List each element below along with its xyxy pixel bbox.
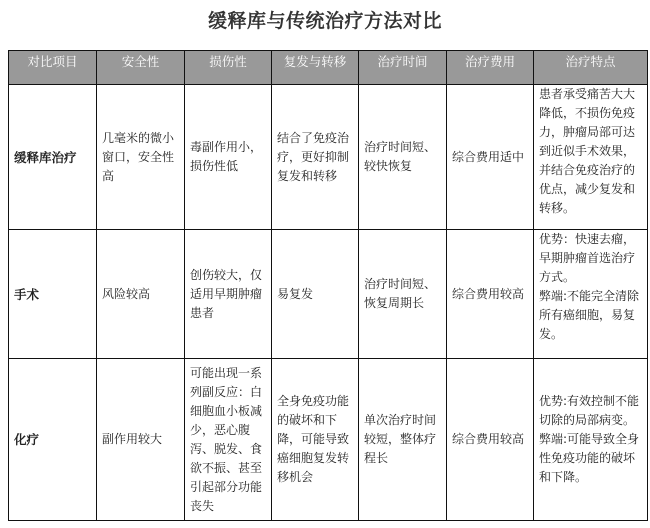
cost-cell: 综合费用较高 bbox=[447, 359, 534, 521]
cost-cell: 综合费用较高 bbox=[447, 230, 534, 359]
row-item-cell: 手术 bbox=[9, 230, 97, 359]
table-row bbox=[9, 85, 648, 230]
row-item-cell: 缓释库治疗 bbox=[9, 85, 97, 230]
features-drawback: 弊端:可能导致全身性免疫功能的破坏和下降。 bbox=[539, 432, 640, 484]
damage-cell: 创伤较大，仅适用早期肿瘤患者 bbox=[185, 230, 272, 359]
page-title: 缓释库与传统治疗方法对比 bbox=[207, 10, 442, 32]
damage-cell: 可能出现一系列副反应：白细胞血小板减少，恶心腹泻、脱发、食欲不振、甚至引起部分功能丧失 bbox=[185, 359, 272, 521]
damage-cell: 毒副作用小，损伤性低 bbox=[185, 85, 272, 230]
comparison-table bbox=[8, 50, 648, 521]
table-row bbox=[9, 230, 648, 359]
safety-cell: 几毫米的微小窗口，安全性高 bbox=[97, 85, 185, 230]
recurrence-cell: 全身免疫功能的破坏和下降，可能导致癌细胞复发转移机会 bbox=[272, 359, 359, 521]
safety-cell: 风险较高 bbox=[97, 230, 185, 359]
time-cell: 治疗时间短、较快恢复 bbox=[359, 85, 447, 230]
header-time: 治疗时间 bbox=[359, 51, 447, 85]
time-cell: 治疗时间短、恢复周期长 bbox=[359, 230, 447, 359]
row-item-cell: 化疗 bbox=[9, 359, 97, 521]
features-drawback: 弊端:不能完全清除所有癌细胞，易复发。 bbox=[539, 289, 640, 341]
header-features: 治疗特点 bbox=[534, 51, 648, 85]
header-recurrence: 复发与转移 bbox=[272, 51, 359, 85]
recurrence-cell: 结合了免疫治疗，更好抑制复发和转移 bbox=[272, 85, 359, 230]
recurrence-cell: 易复发 bbox=[272, 230, 359, 359]
table-header-row bbox=[9, 51, 648, 85]
features-advantage: 优势：快速去瘤，早期肿瘤首选治疗方式。 bbox=[539, 232, 636, 284]
table-row bbox=[9, 359, 648, 521]
safety-cell: 副作用较大 bbox=[97, 359, 185, 521]
header-safety: 安全性 bbox=[97, 51, 185, 85]
time-cell: 单次治疗时间较短，整体疗程长 bbox=[359, 359, 447, 521]
features-cell bbox=[534, 230, 648, 359]
header-damage: 损伤性 bbox=[185, 51, 272, 85]
features-cell bbox=[534, 359, 648, 521]
features-cell: 患者承受痛苦大大降低，不损伤免疫力，肿瘤局部可达到近似手术效果，并结合免疫治疗的优点，减少复发和转移。 bbox=[534, 85, 648, 230]
header-item: 对比项目 bbox=[9, 51, 97, 85]
features-advantage: 优势:有效控制不能切除的局部病变。 bbox=[539, 394, 640, 427]
cost-cell: 综合费用适中 bbox=[447, 85, 534, 230]
header-cost: 治疗费用 bbox=[447, 51, 534, 85]
